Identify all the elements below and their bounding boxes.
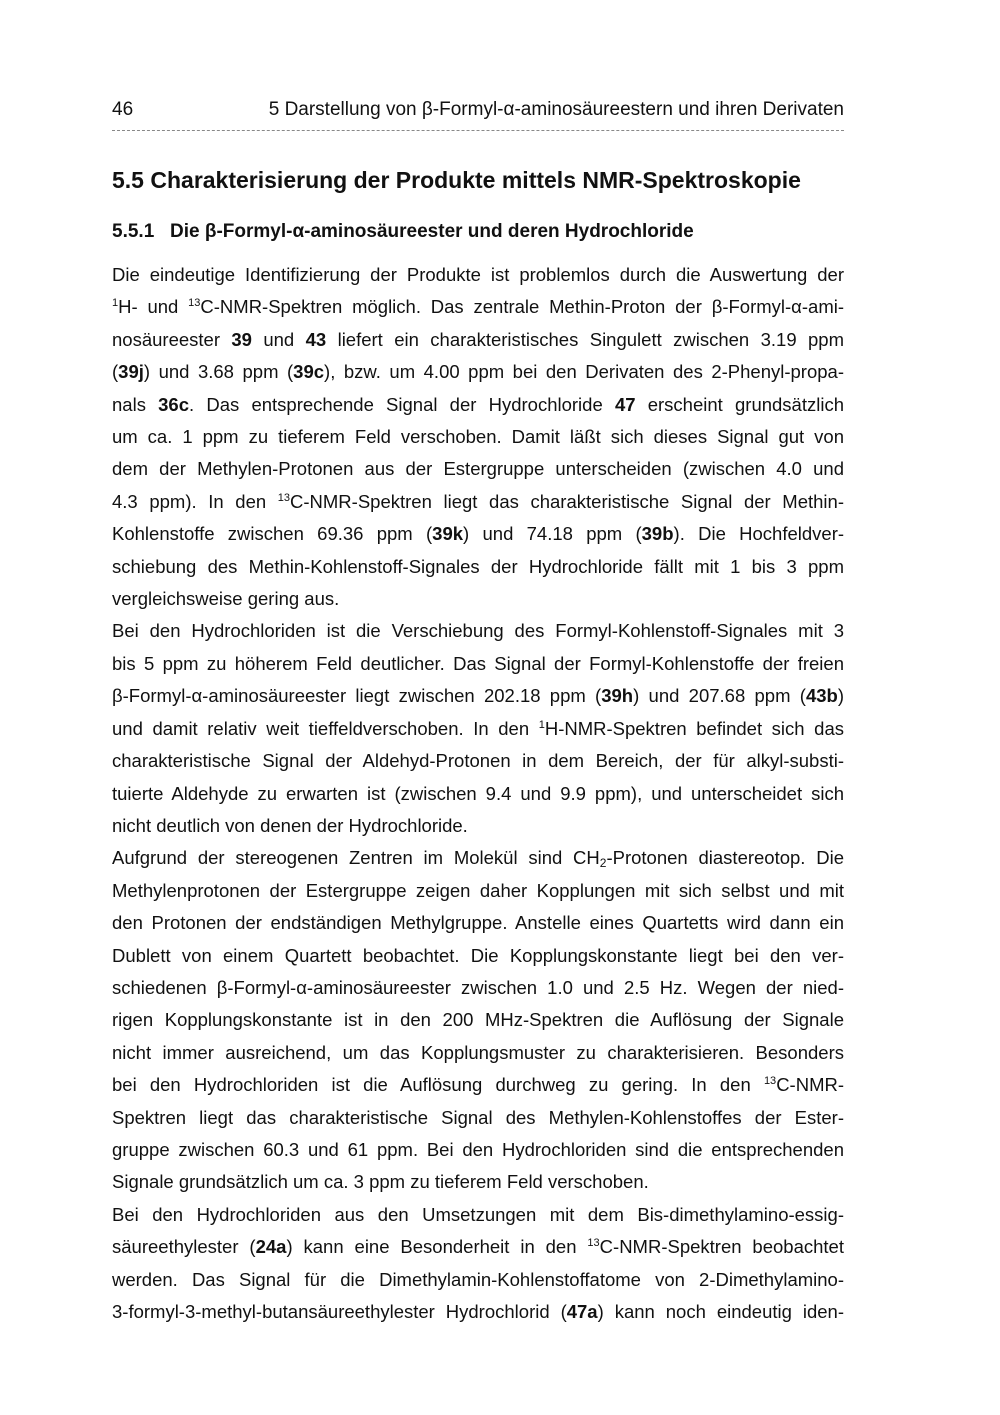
text-line — [112, 356, 844, 388]
text-run: den Protonen der endständigen Methylgruppe. Anstelle eines Quartetts wird dann ein — [112, 912, 844, 934]
text-run: ( — [112, 361, 119, 383]
subsection-number: 5.5.1 — [112, 221, 155, 242]
superscript: 13 — [277, 491, 291, 504]
text-run: nosäureester — [112, 328, 232, 350]
text-run: ) und 207.68 ppm ( — [633, 685, 806, 707]
text-run: rigen Kopplungskonstante ist in den 200 MHz-Spektren die Auflösung der Signale — [112, 1009, 844, 1031]
text-run: um ca. 1 ppm zu tieferem Feld verschoben. Damit läßt sich dieses Signal gut von — [112, 426, 844, 448]
text-run: nicht immer ausreichend, um das Kopplungsmuster zu charakterisieren. Besonders — [112, 1041, 844, 1063]
text-line — [112, 486, 844, 518]
text-run: Signale grundsätzlich um ca. 3 ppm zu tieferem Feld verschoben. — [112, 1171, 649, 1193]
superscript: 13 — [587, 1237, 600, 1250]
text-run: C-NMR-Spektren beobachtet — [599, 1236, 844, 1258]
text-line — [112, 1069, 844, 1101]
paragraph — [112, 615, 844, 842]
text-line — [112, 713, 844, 745]
compound-ref: 47a — [566, 1301, 598, 1322]
text-run: ). Die Hochfeldver- — [673, 523, 845, 545]
text-line — [112, 324, 844, 356]
compound-ref: 39j — [118, 361, 144, 383]
compound-ref: 39 — [231, 328, 252, 350]
text-run: nicht deutlich von denen der Hydrochloride. — [112, 814, 468, 836]
text-line — [112, 1037, 844, 1069]
superscript: 13 — [763, 1075, 777, 1088]
text-run: werden. Das Signal für die Dimethylamin-Kohlenstoffatome von 2-Dimethylamino- — [112, 1268, 844, 1290]
compound-ref: 24a — [255, 1236, 287, 1258]
text-run: C-NMR-Spektren liegt das charakteristische Signal der Methin- — [290, 490, 844, 512]
text-line — [112, 453, 844, 485]
text-run: erscheint grundsätzlich — [635, 393, 844, 415]
compound-ref: 39h — [601, 685, 634, 707]
text-line — [112, 1231, 844, 1263]
superscript: 13 — [188, 297, 201, 310]
text-run: vergleichsweise gering aus. — [112, 588, 340, 610]
compound-ref: 43 — [305, 328, 327, 350]
compound-ref: 47 — [614, 393, 636, 415]
text-line — [112, 518, 844, 550]
text-run: Bei den Hydrochloriden ist die Verschiebung des Formyl-Kohlenstoff-Signales mit 3 — [112, 620, 844, 642]
text-line — [112, 615, 844, 647]
text-run: C-NMR- — [776, 1074, 844, 1096]
text-run: C-NMR-Spektren möglich. Das zentrale Methin-Proton der β-Formyl-α-ami- — [200, 296, 845, 318]
text-run: ) kann noch eindeutig iden- — [597, 1301, 844, 1322]
text-run: nals — [112, 393, 159, 415]
section-heading: 5.5 Charakterisierung der Produkte mittels NMR-Spektroskopie — [112, 167, 801, 193]
compound-ref: 39k — [432, 523, 464, 545]
compound-ref: 36c — [158, 393, 190, 415]
text-line — [112, 1166, 844, 1198]
text-run: H- und — [118, 296, 189, 318]
text-run: β-Formyl-α-aminosäureester liegt zwischen 202.18 ppm ( — [112, 685, 602, 707]
text-run: Methylenprotonen der Estergruppe zeigen daher Kopplungen mit sich selbst und mit — [112, 879, 844, 901]
text-run: Spektren liegt das charakteristische Signal des Methylen-Kohlenstoffes der Ester- — [112, 1106, 844, 1128]
text-run: Die eindeutige Identifizierung der Produkte ist problemlos durch die Auswertung der — [112, 264, 844, 285]
text-line — [112, 810, 844, 842]
text-run: Kohlenstoffe zwischen 69.36 ppm ( — [112, 523, 433, 545]
text-run: dem der Methylen-Protonen aus der Estergruppe unterscheiden (zwischen 4.0 und — [112, 458, 844, 480]
text-line — [112, 972, 844, 1004]
subsection-title: Die β-Formyl-α-aminosäureester und deren Hydrochloride — [170, 221, 694, 242]
text-run: Dublett von einem Quartett beobachtet. Die Kopplungskonstante liegt bei den ver- — [112, 944, 844, 966]
text-run: tuierte Aldehyde zu erwarten ist (zwischen 9.4 und 9.9 ppm), und unterscheidet sich — [112, 782, 844, 804]
text-line — [112, 259, 844, 291]
text-line — [112, 1296, 844, 1328]
superscript: 1 — [112, 297, 119, 310]
paragraph — [112, 842, 844, 1198]
text-run: gruppe zwischen 60.3 und 61 ppm. Bei den Hydrochloriden sind die entsprechenden — [112, 1138, 844, 1160]
text-run: und — [251, 328, 306, 350]
text-run: 4.3 ppm). In den — [112, 490, 278, 512]
compound-ref: 43b — [805, 685, 838, 707]
text-run: 3-formyl-3-methyl-butansäureethylester Hydrochlorid ( — [112, 1301, 567, 1322]
text-run: Bei den Hydrochloriden aus den Umsetzungen mit dem Bis-dimethylamino-essig- — [112, 1203, 844, 1225]
text-line — [112, 907, 844, 939]
text-run: liefert ein charakteristisches Singulett zwischen 3.19 ppm — [326, 328, 844, 350]
header-divider — [112, 130, 844, 131]
text-run: ) und 3.68 ppm ( — [143, 361, 294, 383]
text-run: schiedenen β-Formyl-α-aminosäureester zwischen 1.0 und 2.5 Hz. Wegen der nied- — [112, 976, 844, 998]
subsection-heading — [112, 221, 694, 243]
text-line — [112, 389, 844, 421]
text-run: H-NMR-Spektren befindet sich das — [544, 717, 844, 739]
text-run: charakteristische Signal der Aldehyd-Protonen in dem Bereich, der für alkyl-substi- — [112, 750, 844, 772]
text-run: und damit relativ weit tieffeldverschoben. In den — [112, 717, 539, 739]
text-run: bei den Hydrochloriden ist die Auflösung durchweg zu gering. In den — [112, 1074, 764, 1096]
paragraph — [112, 1199, 844, 1329]
text-run: ), bzw. um 4.00 ppm bei den Derivaten des 2-Phenyl-propa- — [324, 361, 844, 383]
text-line — [112, 875, 844, 907]
text-line — [112, 1004, 844, 1036]
text-run: bis 5 ppm zu höherem Feld deutlicher. Das Signal der Formyl-Kohlenstoffe der freien — [112, 652, 844, 674]
text-run: . Das entsprechende Signal der Hydrochloride — [189, 393, 615, 415]
text-run: ) — [837, 685, 844, 707]
text-run: -Protonen diastereotop. Die — [606, 847, 844, 869]
text-line — [112, 745, 844, 777]
text-line — [112, 1264, 844, 1296]
superscript: 1 — [538, 718, 545, 731]
body-text — [112, 259, 844, 1328]
text-line — [112, 551, 844, 583]
text-line — [112, 940, 844, 972]
text-line — [112, 1199, 844, 1231]
text-run: Aufgrund der stereogenen Zentren im Molekül sind CH — [112, 847, 600, 869]
text-run: ) kann eine Besonderheit in den — [286, 1236, 588, 1258]
text-line — [112, 778, 844, 810]
compound-ref: 39c — [293, 361, 325, 383]
paragraph — [112, 259, 844, 615]
page-header — [112, 99, 844, 125]
page-number: 46 — [112, 99, 134, 120]
text-line — [112, 842, 844, 874]
compound-ref: 39b — [641, 523, 674, 545]
text-line — [112, 648, 844, 680]
text-run: säureethylester ( — [112, 1236, 256, 1258]
text-run: schiebung des Methin-Kohlenstoff-Signales der Hydrochloride fällt mit 1 bis 3 ppm — [112, 555, 844, 577]
text-line — [112, 583, 844, 615]
text-line — [112, 421, 844, 453]
text-line — [112, 1102, 844, 1134]
running-title: 5 Darstellung von β-Formyl-α-aminosäureestern und ihren Derivaten — [268, 99, 844, 120]
text-line — [112, 1134, 844, 1166]
text-run: ) und 74.18 ppm ( — [463, 523, 642, 545]
text-line — [112, 291, 844, 323]
subscript: 2 — [599, 856, 607, 871]
text-line — [112, 680, 844, 712]
